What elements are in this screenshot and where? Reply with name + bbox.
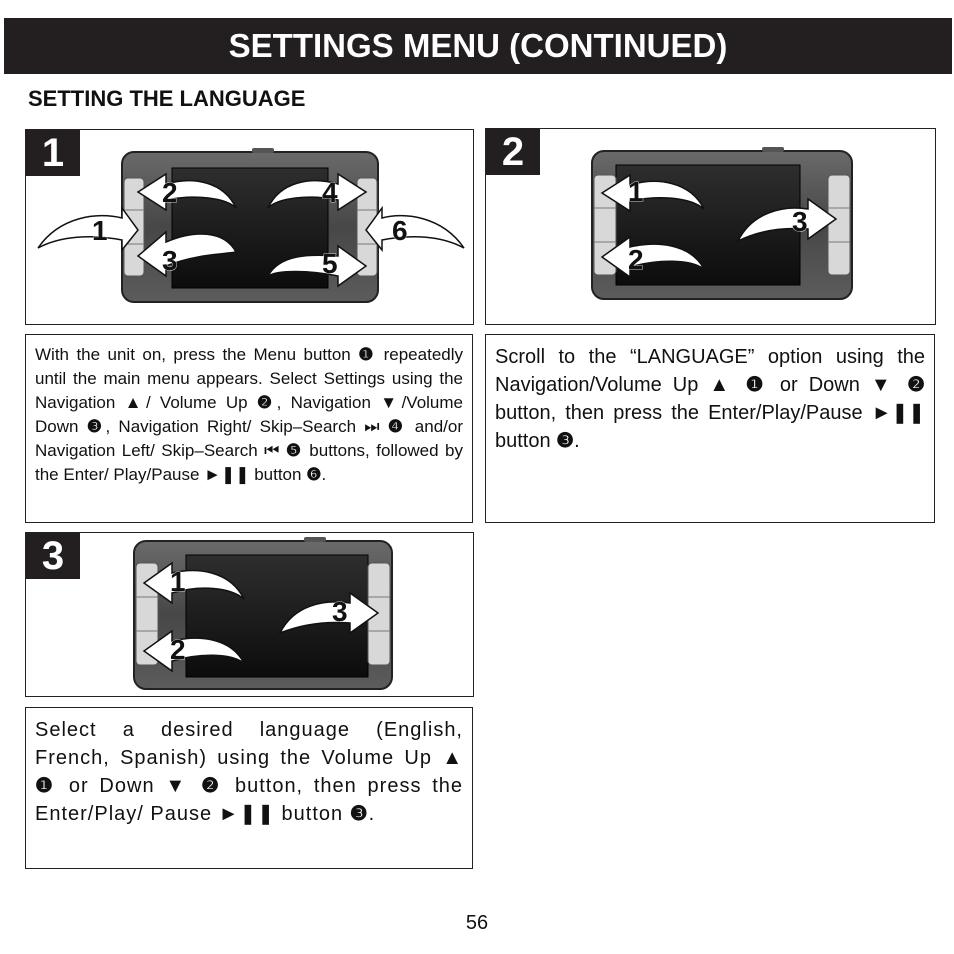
callout-2: 2 — [628, 244, 644, 275]
callout-4: 4 — [322, 177, 338, 208]
callout-2: 2 — [170, 634, 186, 665]
step-2-instructions: Scroll to the “LANGUAGE” option using the Navigation/Volume Up ▲ ❶ or Down ▼ ❷ button, then press the Enter/Play/Pause ►❚❚ button ❸. — [485, 334, 935, 523]
step-number-badge: 3 — [26, 533, 80, 579]
callout-5: 5 — [322, 248, 338, 279]
step-1-instructions: With the unit on, press the Menu button ❶ repeatedly until the main menu appears. Select Settings using the Navigation ▲/ Volume Up ❷, Navigation ▼/Volume Down ❸, Navigation Right/ Skip–Search ⏭ ❹ and/or Navigation Left/ Skip–Search ⏮ ❺ buttons, followed by the Enter/ Play/Pause ►❚❚ button ❻. — [25, 334, 473, 523]
arrow-icon — [38, 208, 138, 250]
callout-1: 1 — [170, 566, 186, 597]
callout-3: 3 — [332, 596, 348, 627]
page-number: 56 — [465, 912, 489, 934]
step-1-illustration — [25, 129, 474, 325]
callout-6: 6 — [392, 215, 408, 246]
step-3-illustration — [25, 532, 474, 697]
device-illustration-2 — [486, 129, 935, 324]
step-2-illustration — [485, 128, 936, 325]
step-number-badge: 1 — [26, 130, 80, 176]
callout-2: 2 — [162, 177, 178, 208]
callout-1: 1 — [92, 215, 108, 246]
page-title: SETTINGS MENU (CONTINUED) — [4, 18, 952, 74]
step-3-instructions: Select a desired language (English, French, Spanish) using the Volume Up ▲ ❶ or Down ▼ ❷ button, then press the Enter/Play/ Pause ►❚❚ button ❸. — [25, 707, 473, 869]
callout-1: 1 — [628, 176, 644, 207]
section-title: SETTING THE LANGUAGE — [28, 86, 306, 111]
callout-3: 3 — [792, 206, 808, 237]
device-illustration-1 — [26, 130, 473, 324]
step-number-badge: 2 — [486, 129, 540, 175]
callout-3: 3 — [162, 245, 178, 276]
device-illustration-3 — [26, 533, 473, 696]
arrow-icon — [366, 208, 464, 250]
